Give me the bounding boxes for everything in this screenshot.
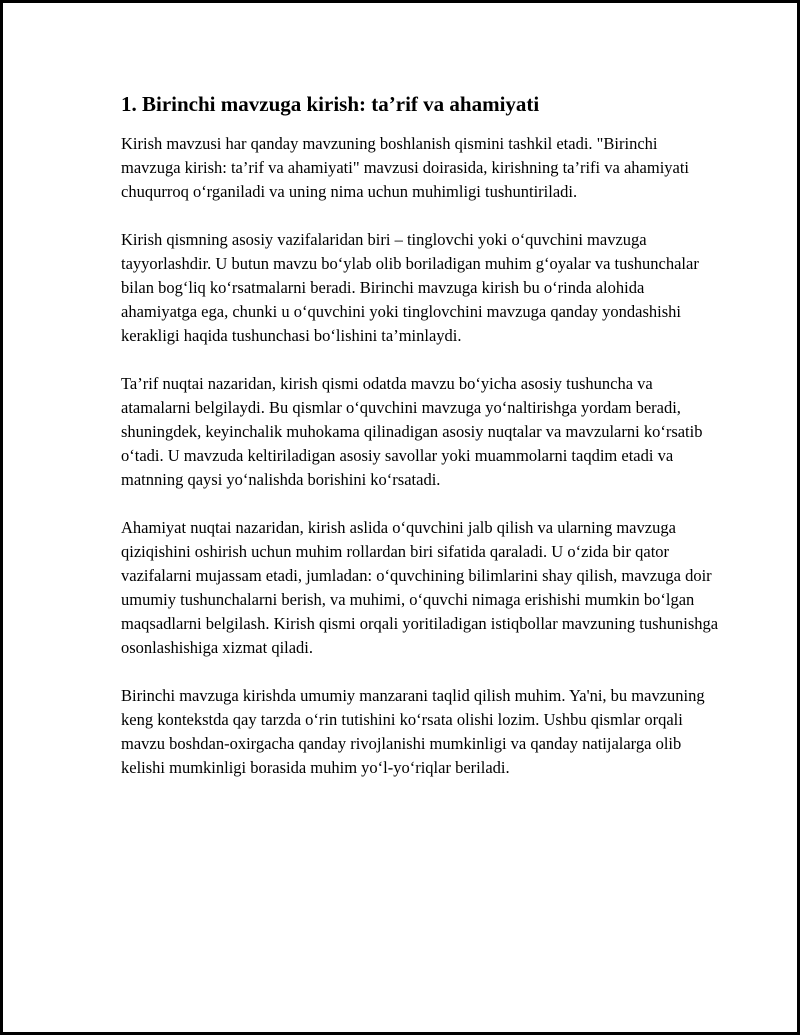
section-heading: 1. Birinchi mavzuga kirish: ta’rif va ahamiyati xyxy=(121,92,540,116)
paragraph-introduction: Kirish mavzusi har qanday mavzuning boshlanish qismini tashkil etadi. "Birinchi mavzuga kirish: ta’rif va ahamiyati" mavzusi doirasida, kirishning ta’rifi va ahamiyati chuqurroq oʻrganiladi va uning nima uchun muhimligi tushuntiriladi. xyxy=(121,134,690,202)
document-body xyxy=(121,91,721,804)
paragraph-definition: Ta’rif nuqtai nazaridan, kirish qismi odatda mavzu boʻyicha asosiy tushuncha va atamalarni belgilaydi. Bu qismlar oʻquvchini mavzuga yoʻnaltirishga yordam beradi, shuningdek, keyinchalik muhokama qilinadigan asosiy nuqtalar va mavzularni koʻrsatib oʻtadi. U mavzuda keltiriladigan asosiy savollar yoki muammolarni taqdim etadi va matnning qaysi yoʻnalishda borishini koʻrsatadi. xyxy=(121,374,703,490)
paragraph-importance: Ahamiyat nuqtai nazaridan, kirish aslida oʻquvchini jalb qilish va ularning mavzuga qiziqishini oshirish uchun muhim rollardan biri sifatida qaraladi. U oʻzida bir qator vazifalarni mujassam etadi, jumladan: oʻquvchining bilimlarini shay qilish, mavzuga doir umumiy tushunchalarni berish, va muhimi, oʻquvchi nimaga erishishi mumkin boʻlgan maqsadlarni belgilash. Kirish qismi orqali yoritiladigan istiqbollar mavzuning tushunishga osonlashishiga xizmat qiladi. xyxy=(121,518,719,658)
paragraph-main-task: Kirish qismning asosiy vazifalaridan biri – tinglovchi yoki oʻquvchini mavzuga tayyorlashdir. U butun mavzu boʻylab olib boriladigan muhim gʻoyalar va tushunchalar bilan bogʻliq koʻrsatmalarni beradi. Birinchi mavzuga kirish bu oʻrinda alohida ahamiyatga ega, chunki u oʻquvchini yoki tinglovchini mavzuga qanday yondashishi kerakligi haqida tushunchasi boʻlishini ta’minlaydi. xyxy=(121,230,699,346)
paragraph-overview: Birinchi mavzuga kirishda umumiy manzarani taqlid qilish muhim. Ya'ni, bu mavzuning keng kontekstda qay tarzda oʻrin tutishini koʻrsata olishi lozim. Ushbu qismlar orqali mavzu boshdan-oxirgacha qanday rivojlanishi mumkinligi va qanday natijalarga olib kelishi mumkinligi borasida muhim yoʻl-yoʻriqlar beriladi. xyxy=(121,686,705,778)
